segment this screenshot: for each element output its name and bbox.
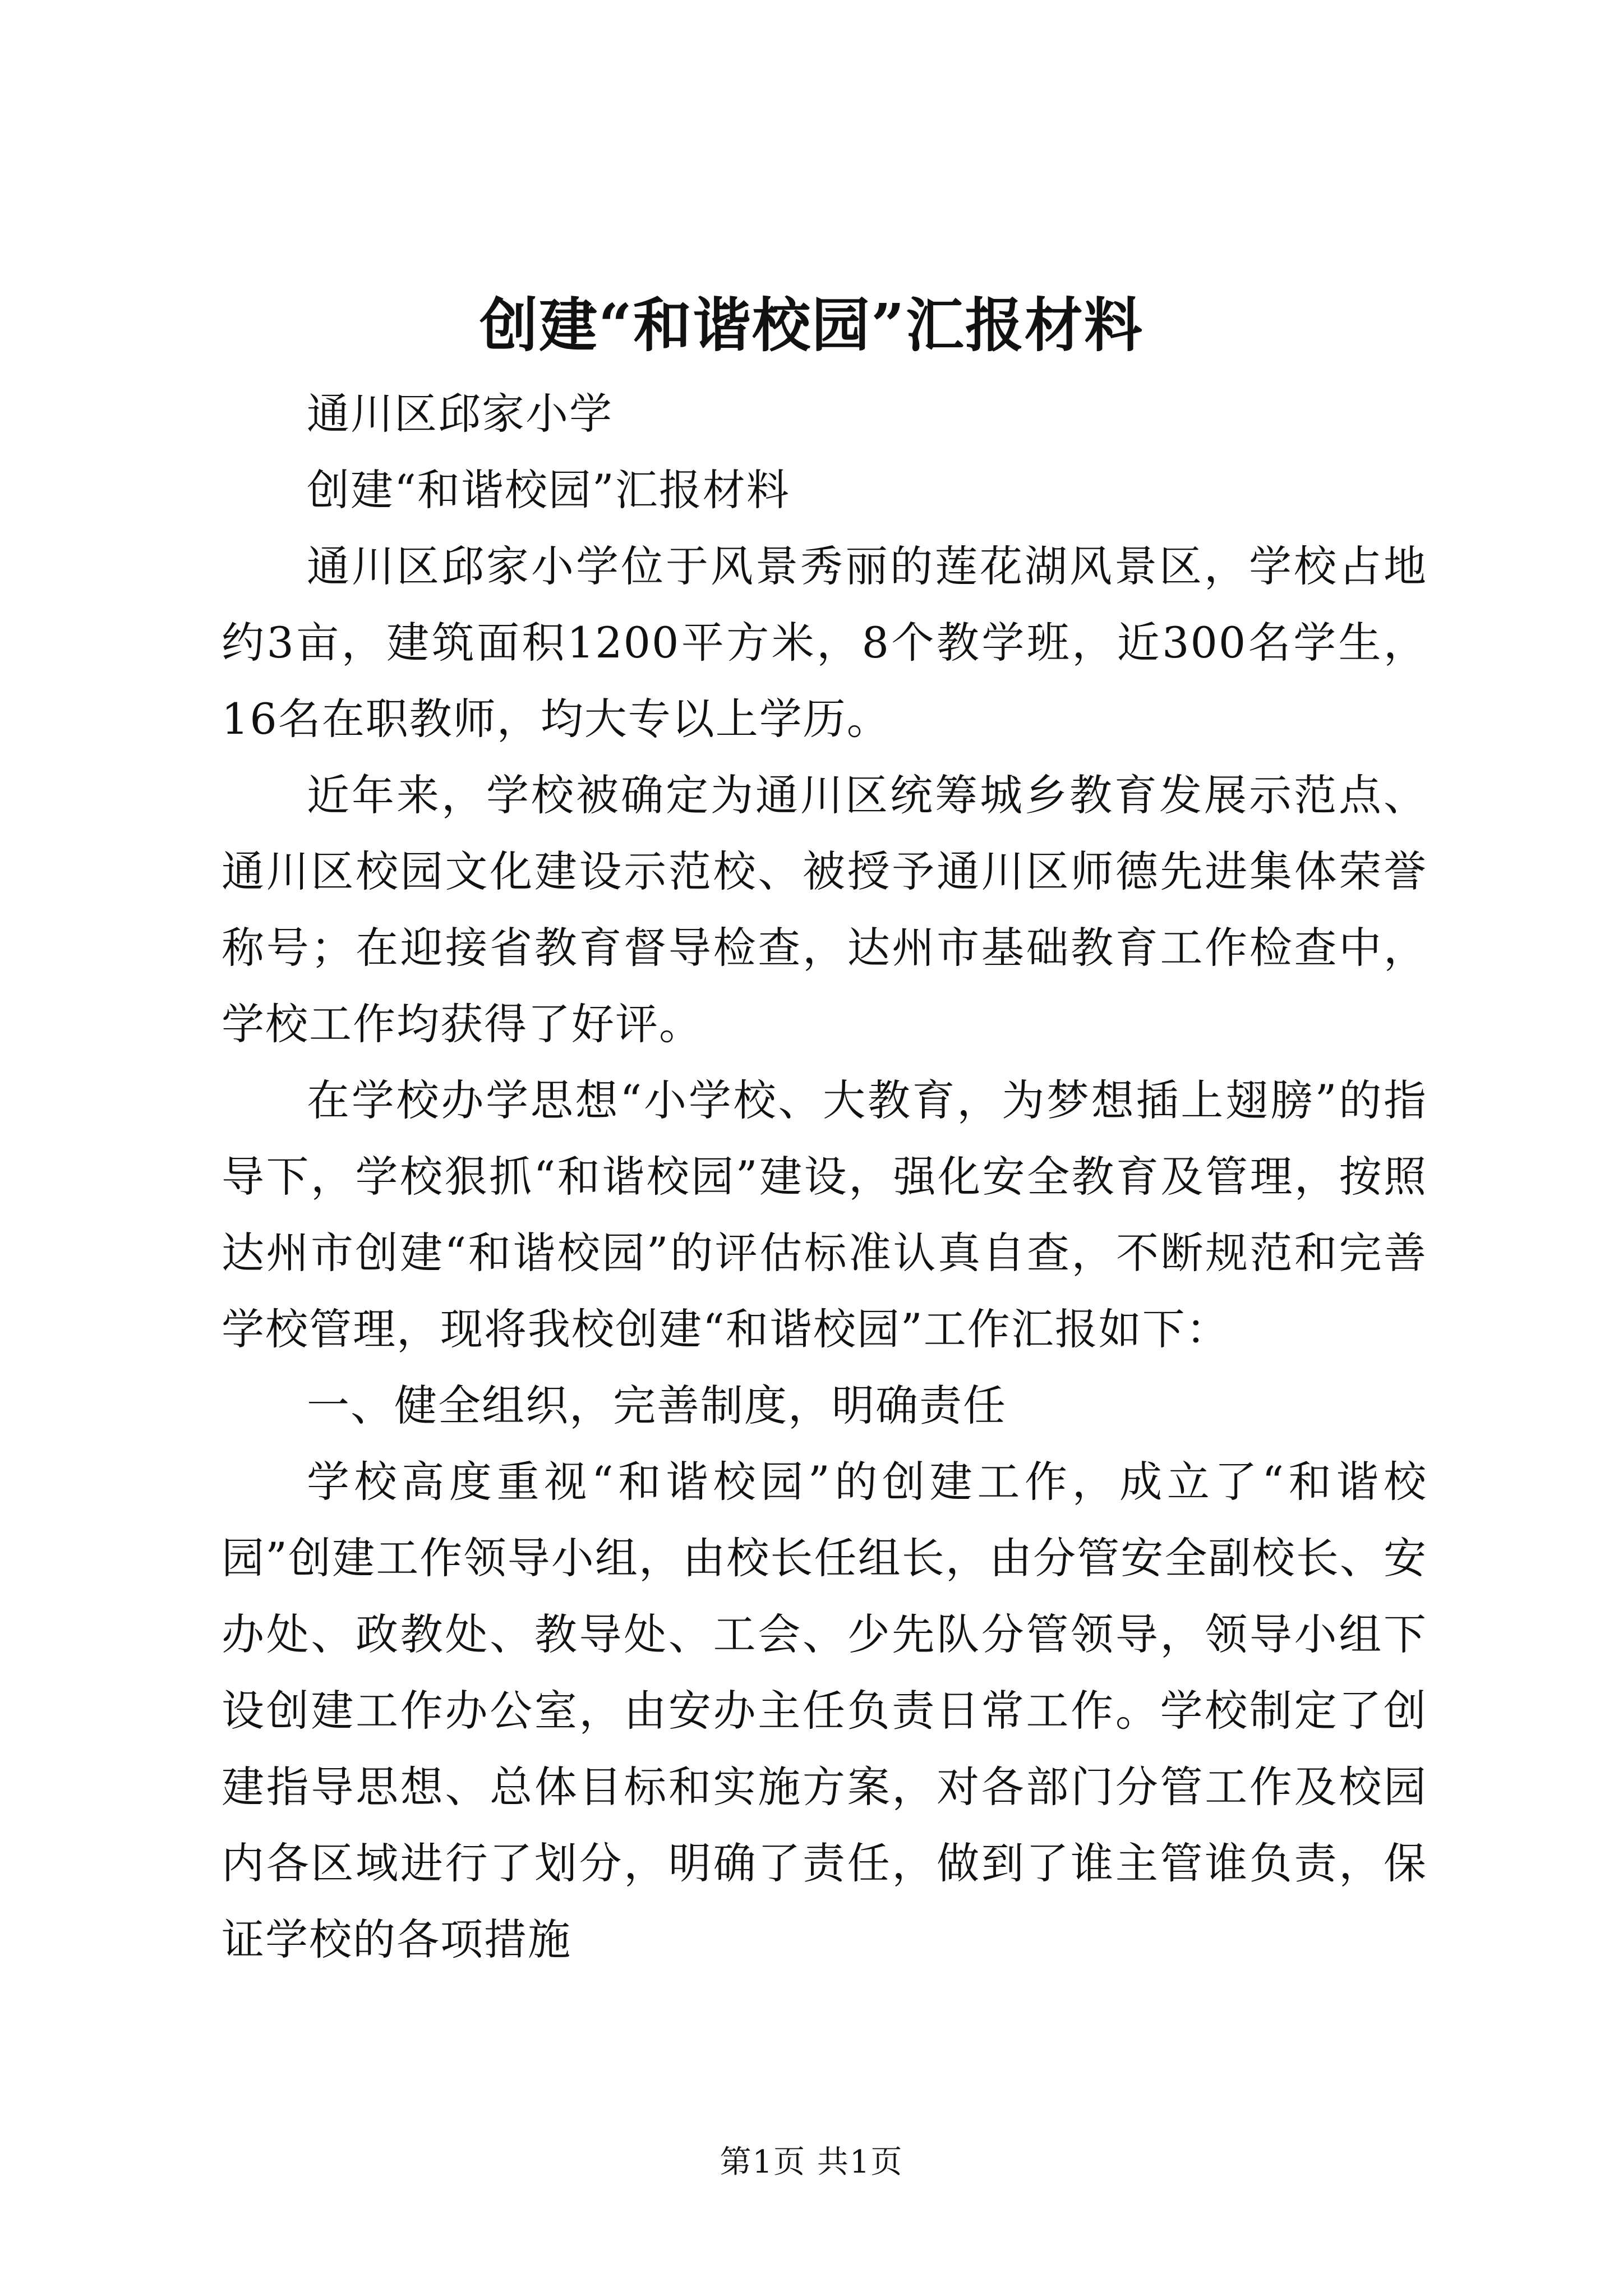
- paragraph-guiding-idea: 在学校办学思想“小学校、大教育，为梦想插上翅膀”的指导下，学校狠抓“和谐校园”建设，强化安全教育及管理，按照达州市创建“和谐校园”的评估标准认真自查，不断规范和完善学校管理，现将我校创建“和谐校园”工作汇报如下：: [222, 1075, 1427, 1354]
- paragraph-organization: 学校高度重视“和谐校园”的创建工作，成立了“和谐校园”创建工作领导小组，由校长任组长，由分管安全副校长、安办处、政教处、教导处、工会、少先队分管领导，领导小组下设创建工作办公室，由安办主任负责日常工作。学校制定了创建指导思想、总体目标和实施方案，对各部门分管工作及校园内各区域进行了划分，明确了责任，做到了谁主管谁负责，保证学校的各项措施: [222, 1457, 1427, 1964]
- paragraph-honors: 近年来，学校被确定为通川区统筹城乡教育发展示范点、通川区校园文化建设示范校、被授予通川区师德先进集体荣誉称号；在迎接省教育督导检查，达州市基础教育工作检查中，学校工作均获得了好评。: [222, 770, 1427, 1049]
- document-body: [222, 376, 1427, 1978]
- document-title: 创建“和谐校园”汇报材料: [479, 291, 1144, 360]
- paragraph-subtitle: 创建“和谐校园”汇报材料: [307, 465, 790, 515]
- paragraph-school-name: 通川区邱家小学: [307, 389, 613, 439]
- page-number-footer: 第1页 共1页: [720, 2144, 903, 2180]
- section-heading-organization: 一、健全组织，完善制度，明确责任: [307, 1381, 1007, 1430]
- paragraph-school-overview: 通川区邱家小学位于风景秀丽的莲花湖风景区，学校占地约3亩，建筑面积1200平方米，8个教学班，近300名学生，16名在职教师，均大专以上学历。: [222, 541, 1427, 744]
